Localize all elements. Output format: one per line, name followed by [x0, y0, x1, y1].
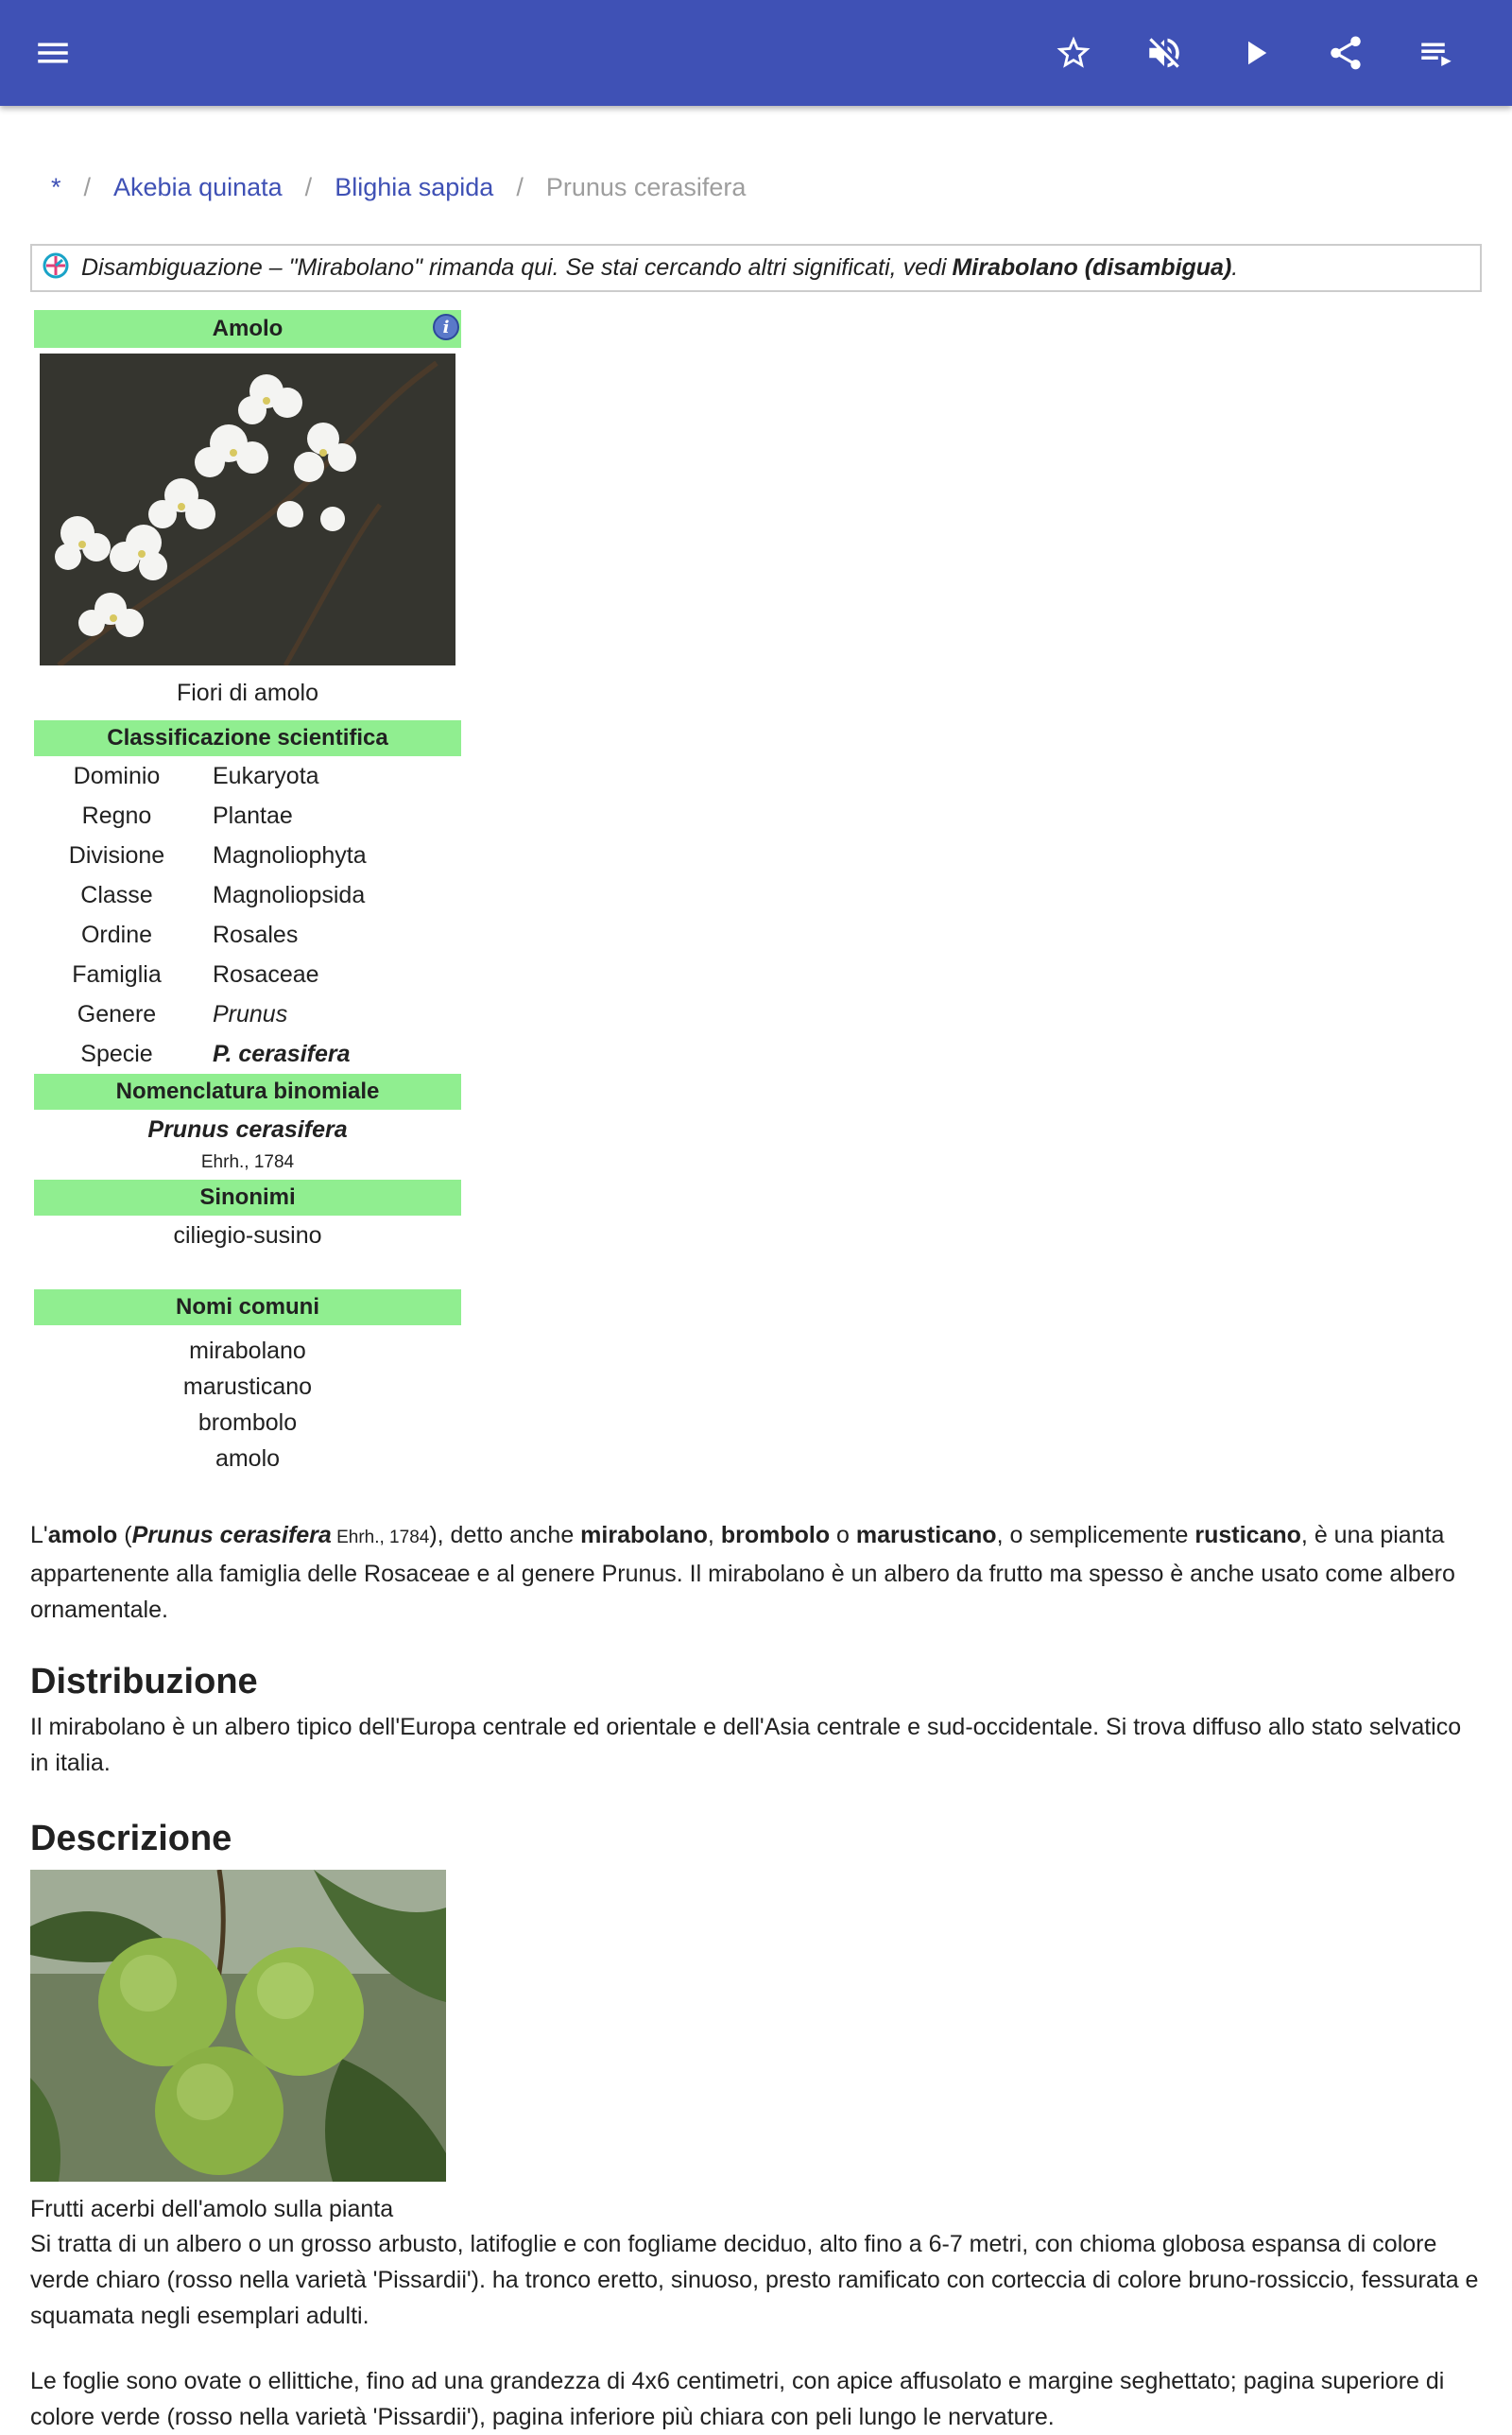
taxonomy-row [34, 875, 461, 915]
disambiguation-suffix: . [1231, 254, 1239, 281]
intro-text: L' [30, 1522, 48, 1548]
taxonomy-rank: Specie [80, 1040, 153, 1067]
taxonomy-value[interactable]: Prunus [213, 1000, 288, 1028]
infobox-image-caption: Fiori di amolo [176, 679, 319, 706]
common-name: marusticano [182, 1373, 313, 1400]
taxonomy-rank: Dominio [73, 762, 161, 789]
common-name: mirabolano [189, 1338, 306, 1364]
infobox-spacer [34, 1255, 461, 1289]
breadcrumb-root[interactable]: * [51, 172, 61, 201]
taxonomy-value[interactable]: Magnoliophyta [213, 841, 367, 869]
intro-bold: rusticano [1194, 1522, 1301, 1548]
taxonomy-value[interactable]: Plantae [213, 802, 293, 829]
synonym-item: ciliegio-susino [173, 1222, 322, 1249]
binomial-authority: Ehrh., 1784 [200, 1152, 295, 1172]
disambiguation-icon [42, 251, 70, 280]
description-heading: Descrizione [30, 1819, 232, 1858]
intro-bold: amolo [47, 1522, 118, 1548]
intro-binomial: Prunus cerasifera [131, 1522, 332, 1548]
disambiguation-notice [30, 244, 1482, 292]
intro-text: ), detto anche [429, 1522, 581, 1548]
intro-authority: Ehrh., 1784 [331, 1528, 430, 1547]
distribution-paragraph: Il mirabolano è un albero tipico dell'Europa centrale ed orientale e dell'Asia centrale e sud-occidentale. Si trova diffuso allo stato selvatico in italia. [30, 1714, 1462, 1776]
volume-off-icon[interactable] [1134, 23, 1194, 83]
infobox-title-header [34, 310, 461, 348]
taxonomy-value[interactable]: Magnoliopsida [213, 881, 366, 908]
classification-header: Classificazione scientifica [34, 720, 461, 756]
info-icon[interactable]: i [433, 314, 459, 340]
taxonomy-value[interactable]: Rosales [213, 921, 299, 948]
star-outline-icon[interactable] [1043, 23, 1104, 83]
intro-text: , [707, 1522, 721, 1548]
common-name: amolo [215, 1445, 281, 1472]
taxonomy-row [34, 994, 461, 1034]
breadcrumb-separator: / [304, 172, 313, 201]
taxonomy-value: P. cerasifera [213, 1040, 351, 1067]
taxonomy-rank: Regno [81, 802, 152, 829]
taxonomy-value[interactable]: Rosaceae [213, 960, 319, 988]
taxonomy-rank: Classe [80, 881, 153, 908]
breadcrumb-separator: / [83, 172, 92, 201]
binomial-name: Prunus cerasifera [147, 1116, 348, 1143]
intro-bold: marusticano [855, 1522, 997, 1548]
fruit-image-caption: Frutti acerbi dell'amolo sulla pianta [30, 2196, 394, 2222]
description-paragraph-2: Le foglie sono ovate o ellittiche, fino ad una grandezza di 4x6 centimetri, con apice affusolato e margine seghettato; pagina superiore di colore verde (rosso nella varietà 'Pissardii'), pagina inferiore più chiara con peli lungo le nervature. [30, 2368, 1445, 2430]
intro-bold: brombolo [720, 1522, 831, 1548]
intro-text: , è una pianta appartenente alla famiglia delle Rosaceae e al genere Prunus. Il mirabolano è un albero da frutto ma spesso è anche usato come albero ornamentale. [30, 1522, 1455, 1623]
taxonomy-row [34, 836, 461, 875]
disambiguation-link[interactable]: Mirabolano (disambigua) [952, 254, 1232, 281]
breadcrumb-current: Prunus cerasifera [545, 172, 747, 201]
distribution-heading: Distribuzione [30, 1662, 258, 1701]
playlist-icon[interactable] [1406, 23, 1467, 83]
taxonomy-rank: Famiglia [72, 960, 162, 988]
flowers-image[interactable] [40, 354, 455, 665]
common-name: brombolo [198, 1409, 298, 1436]
breadcrumb-item-blighia[interactable]: Blighia sapida [335, 172, 494, 201]
share-icon[interactable] [1315, 23, 1376, 83]
intro-bold: mirabolano [580, 1522, 708, 1548]
description-paragraph-1: Si tratta di un albero o un grosso arbusto, latifoglie e con fogliame deciduo, alto fino a 6-7 metri, con chioma globosa espansa di colore verde chiaro (rosso nella varietà 'Pissardii'). ha tronco eretto, sinuoso, presto ramificato con corteccia di colore bruno-rossiccio, fessurata e squamata negli esemplari adulti. [30, 2231, 1479, 2329]
intro-text: o [830, 1522, 856, 1548]
fruit-image[interactable] [30, 1870, 446, 2182]
breadcrumb-item-akebia[interactable]: Akebia quinata [113, 172, 283, 201]
play-icon[interactable] [1225, 23, 1285, 83]
intro-text: , o semplicemente [996, 1522, 1195, 1548]
taxonomy-row [34, 756, 461, 796]
app-bar [0, 0, 1512, 106]
binomial-header: Nomenclatura binomiale [34, 1074, 461, 1110]
menu-icon[interactable] [23, 23, 83, 83]
taxonomy-row [34, 955, 461, 994]
taxonomy-rank: Divisione [68, 841, 165, 869]
breadcrumb [51, 168, 746, 206]
intro-text: ( [117, 1522, 132, 1548]
breadcrumb-separator: / [516, 172, 524, 201]
common-names-header: Nomi comuni [34, 1289, 461, 1325]
infobox-title: Amolo [212, 316, 284, 341]
synonyms-header: Sinonimi [34, 1180, 461, 1216]
taxonomy-row [34, 796, 461, 836]
taxonomy-row [34, 1034, 461, 1074]
taxonomy-row [34, 915, 461, 955]
taxonomy-rank: Genere [77, 1000, 157, 1028]
taxonomy-rank: Ordine [80, 921, 153, 948]
intro-paragraph [30, 1517, 1486, 1628]
taxonomy-value[interactable]: Eukaryota [213, 762, 319, 789]
disambiguation-text: Disambiguazione – "Mirabolano" rimanda qui. Se stai cercando altri significati, vedi [81, 254, 947, 281]
infobox [34, 310, 461, 1477]
